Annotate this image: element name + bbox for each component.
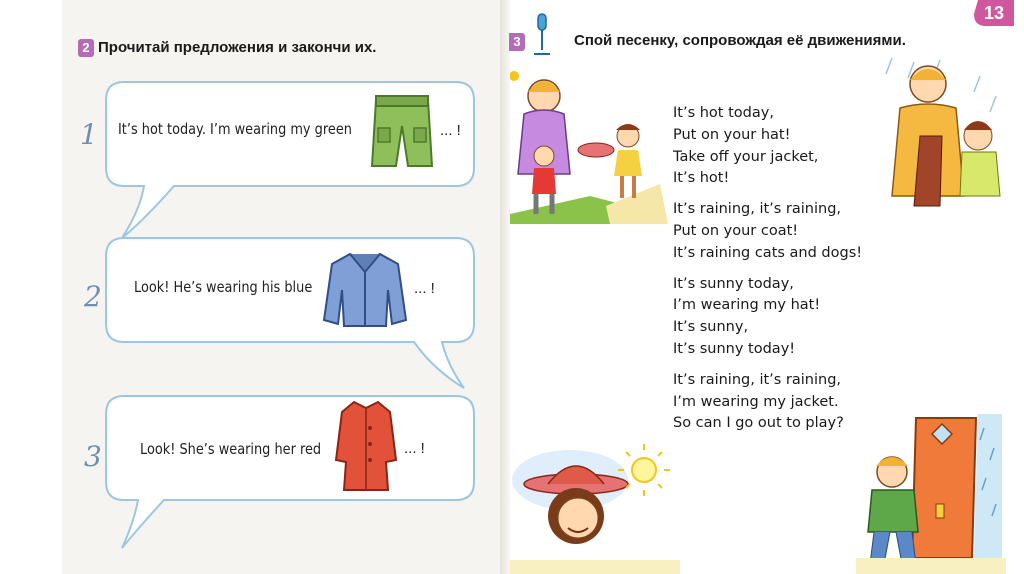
page-number: 13: [983, 3, 1005, 23]
lyric-line: Put on your hat!: [673, 126, 791, 143]
stanza-3: [673, 274, 903, 361]
lyric-line: It’s hot today,: [673, 105, 774, 121]
lyric-line: Take off your jacket,: [673, 148, 819, 165]
lyric-line: Put on your coat!: [673, 222, 799, 239]
girl-in-hat-sunny-illustration: [510, 440, 680, 574]
sentence-1: It’s hot today. I’m wearing my green: [118, 120, 352, 138]
boy-at-door-rain-illustration: [856, 408, 1006, 574]
ending-1: ... !: [440, 122, 461, 139]
lyric-line: It’s raining, it’s raining,: [673, 371, 842, 388]
lyric-line: It’s sunny,: [673, 319, 749, 336]
lyric-line: So can I go out to play?: [673, 415, 844, 432]
item-number-1: 1: [80, 118, 98, 151]
bubble-3-shape: [104, 394, 476, 552]
ending-3: ... !: [404, 440, 425, 457]
task-number-badge-3: 3: [509, 33, 525, 51]
task-title: Прочитай предложения и закончи их.: [98, 39, 377, 56]
item-number-3: 3: [84, 440, 102, 473]
item-number-2: 2: [84, 280, 102, 313]
ending-2: ... !: [414, 280, 435, 297]
sentence-2: Look! He’s wearing his blue: [134, 278, 313, 296]
bubble-2-shape: [104, 236, 476, 396]
jacket-icon: [322, 250, 408, 330]
microphone-icon: [530, 12, 554, 58]
mother-and-children-illustration: [510, 64, 670, 224]
task-title-3: Спой песенку, сопровождая её движениями.: [574, 32, 906, 49]
lyric-line: It’s hot!: [673, 170, 730, 187]
lyric-line: It’s sunny today!: [673, 340, 796, 357]
stanza-2: [673, 199, 903, 264]
coat-icon: [334, 398, 398, 494]
lyric-line: It’s raining, it’s raining,: [673, 201, 842, 218]
shorts-icon: [370, 92, 434, 172]
lyric-line: I’m wearing my hat!: [673, 297, 821, 314]
lyric-line: It’s sunny today,: [673, 275, 794, 292]
sentence-3: Look! She’s wearing her red: [140, 440, 322, 458]
mother-with-coat-rain-illustration: [880, 56, 1006, 216]
lyric-line: I’m wearing my jacket.: [673, 393, 839, 410]
song-lyrics: [673, 103, 903, 444]
stanza-1: [673, 103, 903, 190]
lyric-line: It’s raining cats and dogs!: [673, 244, 863, 261]
task-number-badge: 2: [78, 39, 94, 57]
